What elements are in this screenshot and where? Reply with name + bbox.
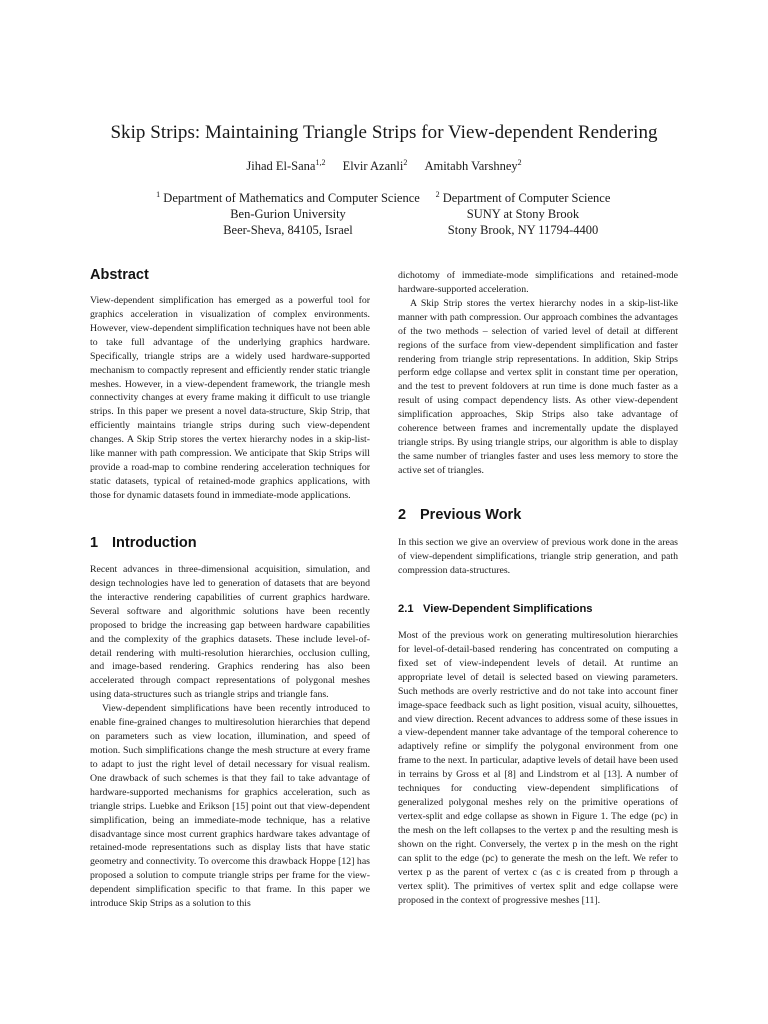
section-number: 1	[90, 535, 99, 551]
subsection-number: 2.1	[398, 603, 414, 615]
affiliation-2: $^2$ Department of Computer Science SUNY at Stony Brook Stony Brook, NY 11794-4400	[430, 190, 616, 238]
affiliation-university: Ben-Gurion University	[230, 207, 346, 221]
affiliation-1: $^1$ Department of Mathematics and Computer Science Ben-Gurion University Beer-Sheva, 84105, Israel	[148, 190, 428, 238]
view-dependent-body	[398, 629, 678, 907]
paragraph: A Skip Strip stores the vertex hierarchy nodes in a skip-list-like manner with path compression. Our approach combines the advantages of the two methods – selection of varied level of detail at different regions of the surface from view-dependent simplification and faster rendering from triangle strip representations. In addition, Skip Strips perform edge collapse and vertex split in constant time per operation, and the test to prevent foldovers at run time is done much faster as a result of using compact dependency lists. As other view-dependent simplification approaches, Skip Strips also take advantage of coherence between frames and incrementally update the displayed triangle strips. By using triangle strips, our algorithm is able to display the same number of triangles faster and uses less memory to store the active set of triangles.	[398, 297, 678, 476]
paragraph: dichotomy of immediate-mode simplifications and retained-mode hardware-supported acceleration.	[398, 270, 678, 295]
affiliation-address: Stony Brook, NY 11794-4400	[447, 223, 599, 237]
introduction-continued	[398, 269, 678, 478]
paragraph: In this section we give an overview of previous work done in the areas of view-dependent simplifications, triangle strip generation, and path compression data-structures.	[398, 537, 678, 576]
affiliation-department: Department of Computer Science	[442, 191, 611, 205]
paragraph: View-dependent simplifications have been recently introduced to enable fine-grained changes to multiresolution hierarchies that depend on parameters such as view location, illumination, and speed of motion. Such simplifications change the mesh structure at every frame to adapt to just the right level of detail necessary for visual realism. One drawback of such schemes is that they fail to take advantage of hardware-supported mechanisms for graphics acceleration, such as triangle strips. Luebke and Erikson [15] point out that view-dependent simplification, being an immediate-mode technique, has a relative disadvantage since most current graphics hardware takes advantage of retained-mode representations such as display lists that have static geometry and connectivity. To overcome this drawback Hoppe [12] has proposed a solution to compute triangle strips per frame for the view-dependent simplification specific to that frame. In this paper we introduce Skip Strips as a solution to this	[90, 703, 370, 910]
paragraph: Recent advances in three-dimensional acquisition, simulation, and design technologies have led to generation of datasets that are beyond the interactive rendering capabilities of current graphics hardware. Several software and algorithmic solutions have been recently proposed to bridge the increasing gap between hardware capabilities and the complexity of the graphics datasets. These include level-of-detail rendering with multi-resolution hierarchies, occlusion culling, and image-based rendering. Graphics rendering has also been accelerated through compact representations of polygonal meshes using data-structures such as triangle strips and triangle fans.	[90, 564, 370, 701]
author: Amitabh Varshney$^2$	[424, 158, 522, 173]
previous-work-body	[398, 536, 678, 578]
author-list	[0, 158, 768, 174]
affiliation-department: Department of Mathematics and Computer Science	[163, 191, 420, 205]
author: Jihad El-Sana$^{1,2}$	[246, 158, 326, 173]
previous-work-heading	[398, 506, 521, 524]
affiliation-address: Beer-Sheva, 84105, Israel	[223, 223, 353, 237]
affiliation-university: SUNY at Stony Brook	[466, 207, 580, 221]
paper-title: Skip Strips: Maintaining Triangle Strips for View-dependent Rendering	[110, 122, 658, 143]
author: Elvir Azanli$^2$	[342, 158, 408, 173]
subsection-heading	[398, 602, 593, 616]
abstract-heading: Abstract	[90, 267, 149, 283]
section-title: Introduction	[112, 535, 197, 551]
abstract-paragraph: View-dependent simplification has emerged as a powerful tool for graphics acceleration in visualization of complex environments. However, view-dependent simplification techniques have not been able to take full advantage of the underlying graphics hardware. Specifically, triangle strips are a widely used hardware-supported mechanism to compactly represent and efficiently render static triangle meshes. However, in a view-dependent framework, the triangle mesh connectivity changes at every frame making it difficult to use triangle strips. In this paper we present a novel data-structure, Skip Strip, that efficiently maintains triangle strips during such view-dependent changes. A Skip Strip stores the vertex hierarchy nodes in a skip-list-like manner with path compression. We anticipate that Skip Strips will provide a road-map to combine rendering acceleration techniques for static datasets, typical of retained-mode graphics applications, with those for dynamic datasets found in immediate-mode applications.	[90, 295, 370, 501]
abstract-body	[90, 294, 370, 503]
subsection-title: View-Dependent Simplifications	[423, 603, 593, 615]
section-number: 2	[398, 507, 407, 523]
introduction-heading	[90, 534, 197, 552]
introduction-body	[90, 563, 370, 911]
paragraph: Most of the previous work on generating multiresolution hierarchies for level-of-detail-based rendering has concentrated on computing a fixed set of view-independent levels of detail. At runtime an appropriate level of detail is selected based on viewing parameters. Such methods are overly restrictive and do not take into account finer image-space feedback such as light position, visual acuity, silhouettes, and view direction. Recent advances to address some of these issues in a view-dependent manner take advantage of the temporal coherence to adaptively refine or simplify the polygonal environment from one frame to the next. In particular, adaptive levels of detail have been used in terrains by Gross et al [8] and Lindstrom et al [13]. A number of techniques for conducting view-dependent simplifications of generalized polygonal meshes rely on the primitive operations of vertex-split and edge collapse as shown in Figure 1. The edge (pc) in the mesh on the left collapses to the vertex p and the resulting mesh is shown on the right. Conversely, the vertex p in the mesh on the right can split to the edge (pc) to generate the mesh on the left. We refer to vertex p as the parent of vertex c (as c is created from p through a vertex split). The primitives of vertex split and edge collapse were proposed in the context of progressive meshes [11].	[398, 630, 678, 906]
section-title: Previous Work	[420, 507, 522, 523]
